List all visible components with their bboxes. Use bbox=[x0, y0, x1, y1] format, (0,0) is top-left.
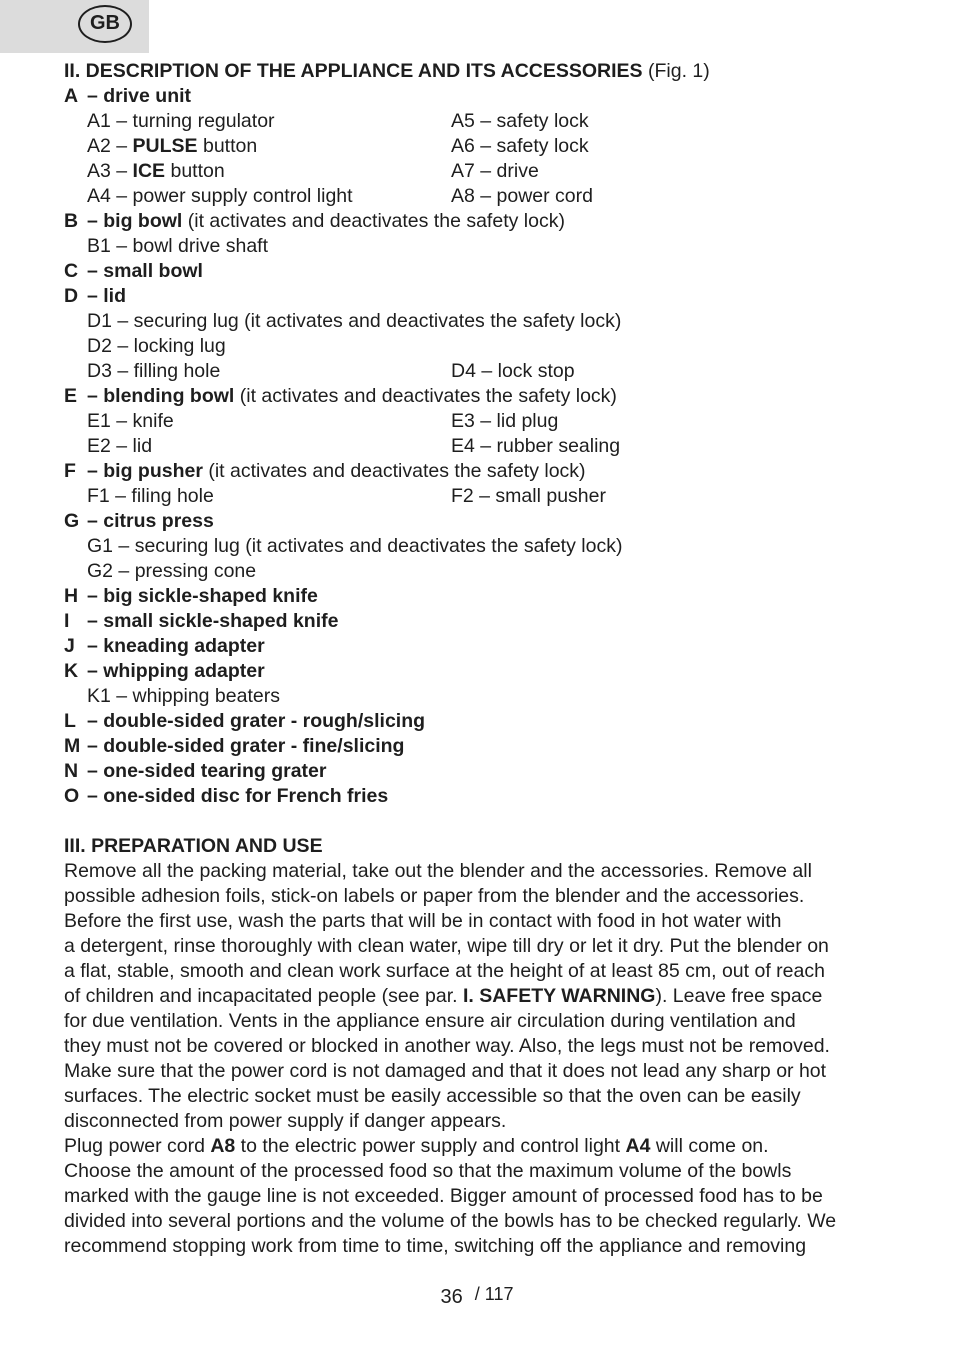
subitem-row: G1 – securing lug (it activates and deactivates the safety lock) bbox=[87, 535, 623, 557]
item-d: D – lid bbox=[64, 285, 127, 307]
item-b: B – big bowl (it activates and deactivates the safety lock) bbox=[64, 210, 565, 232]
item-l: L – double-sided grater - rough/slicing bbox=[64, 710, 426, 732]
language-badge: GB bbox=[78, 5, 132, 43]
subitem-row: D2 – locking lug bbox=[87, 335, 226, 357]
paragraph-line: divided into several portions and the volume of the bowls has to be checked regularly. We bbox=[64, 1210, 837, 1232]
paragraph-line: Before the first use, wash the parts that will be in contact with food in hot water with bbox=[64, 910, 782, 932]
current-page: 36 bbox=[440, 1286, 463, 1308]
paragraph-line: a flat, stable, smooth and clean work surface at the height of at least 85 cm, out of reach bbox=[64, 960, 825, 982]
item-i: I – small sickle-shaped knife bbox=[64, 610, 339, 632]
paragraph-line: possible adhesion foils, stick-on labels or paper from the blender and the accessories. bbox=[64, 885, 805, 907]
item-j: J – kneading adapter bbox=[64, 635, 265, 657]
item-m: M – double-sided grater - fine/slicing bbox=[64, 735, 405, 757]
paragraph-line: Make sure that the power cord is not damaged and that it does not lead any sharp or hot bbox=[64, 1060, 827, 1082]
language-tab bbox=[0, 0, 149, 53]
subitem-row: D1 – securing lug (it activates and deactivates the safety lock) bbox=[87, 310, 622, 332]
paragraph-line: they must not be covered or blocked in another way. Also, the legs must not be removed. bbox=[64, 1035, 830, 1057]
item-k: K – whipping adapter bbox=[64, 660, 265, 682]
paragraph-line: Remove all the packing material, take out the blender and the accessories. Remove all bbox=[64, 860, 812, 882]
subitem-row: E1 – knife E3 – lid plug bbox=[87, 410, 559, 432]
subitem-row: D3 – filling hole D4 – lock stop bbox=[87, 360, 575, 382]
paragraph-line: of children and incapacitated people (see par. I. SAFETY WARNING). Leave free space bbox=[64, 985, 823, 1007]
total-pages: / 117 bbox=[474, 1284, 514, 1304]
item-g: G – citrus press bbox=[64, 510, 214, 532]
subitem-row: A1 – turning regulator A5 – safety lock bbox=[87, 110, 589, 132]
item-c: C – small bowl bbox=[64, 260, 203, 282]
section-title: II. DESCRIPTION OF THE APPLIANCE AND ITS ACCESSORIES (Fig. 1) bbox=[64, 60, 710, 82]
paragraph-line: marked with the gauge line is not exceeded. Bigger amount of processed food has to be bbox=[64, 1185, 823, 1207]
subitem-row: F1 – filing hole F2 – small pusher bbox=[87, 485, 606, 507]
page-content bbox=[64, 59, 894, 1259]
item-a: A – drive unit bbox=[64, 85, 192, 107]
paragraph-line: Plug power cord A8 to the electric power supply and control light A4 will come on. bbox=[64, 1135, 769, 1157]
subitem-row: A2 – PULSE button A6 – safety lock bbox=[87, 135, 589, 157]
page-number bbox=[0, 1283, 954, 1306]
paragraph-line: recommend stopping work from time to time, switching off the appliance and removing bbox=[64, 1235, 807, 1257]
subitem-row: A3 – ICE button A7 – drive bbox=[87, 160, 539, 182]
paragraph-line: a detergent, rinse thoroughly with clean water, wipe till dry or let it dry. Put the blender on bbox=[64, 935, 829, 957]
subitem-row: K1 – whipping beaters bbox=[87, 685, 280, 707]
subitem-row: B1 – bowl drive shaft bbox=[87, 235, 269, 257]
subitem-row: G2 – pressing cone bbox=[87, 560, 257, 582]
item-o: O – one-sided disc for French fries bbox=[64, 785, 389, 807]
paragraph-line: surfaces. The electric socket must be easily accessible so that the oven can be easily bbox=[64, 1085, 801, 1107]
subitem-row: A4 – power supply control light A8 – power cord bbox=[87, 185, 593, 207]
item-n: N – one-sided tearing grater bbox=[64, 760, 327, 782]
item-f: F – big pusher (it activates and deactivates the safety lock) bbox=[64, 460, 586, 482]
spacer bbox=[64, 809, 894, 834]
item-h: H – big sickle-shaped knife bbox=[64, 585, 318, 607]
subitem-row: E2 – lid E4 – rubber sealing bbox=[87, 435, 621, 457]
paragraph-line: for due ventilation. Vents in the appliance ensure air circulation during ventilation and bbox=[64, 1010, 796, 1032]
item-e: E – blending bowl (it activates and deactivates the safety lock) bbox=[64, 385, 617, 407]
paragraph-line: disconnected from power supply if danger appears. bbox=[64, 1110, 507, 1132]
paragraph-line: Choose the amount of the processed food so that the maximum volume of the bowls bbox=[64, 1160, 792, 1182]
section-title: III. PREPARATION AND USE bbox=[64, 835, 323, 857]
